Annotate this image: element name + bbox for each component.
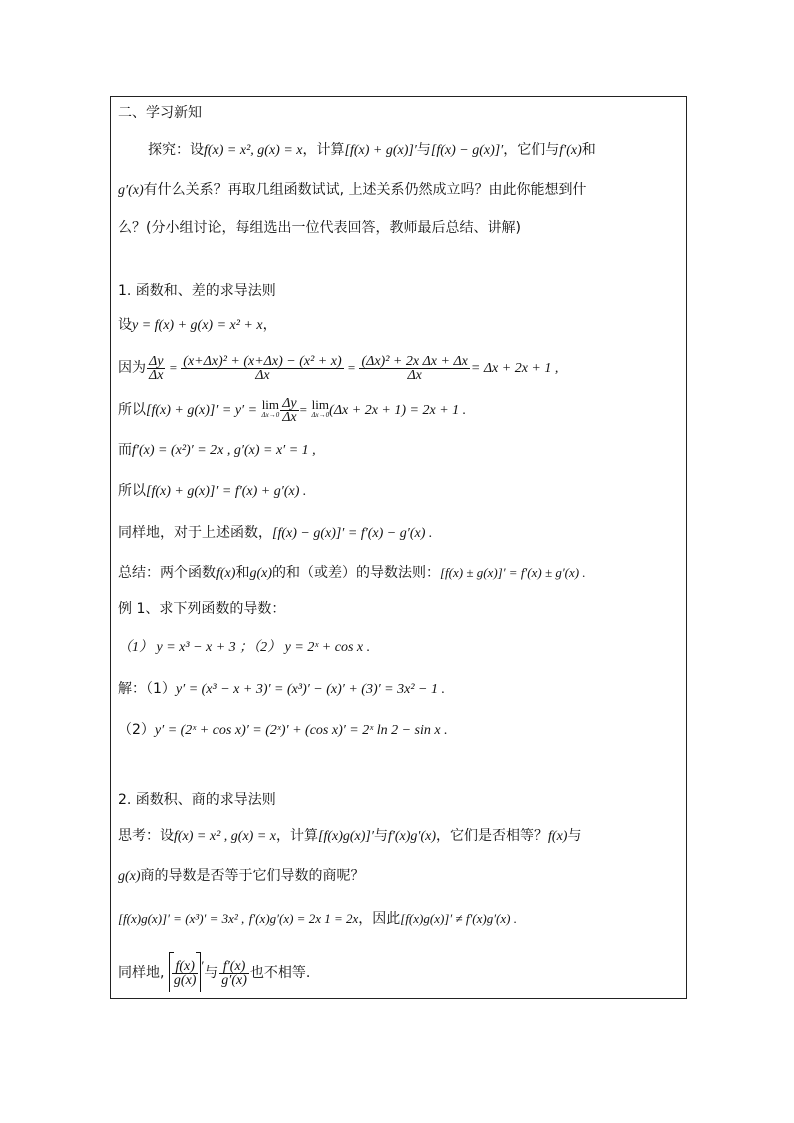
part2-think-line-2: g(x)商的导数是否等于它们导数的商呢？ — [118, 868, 365, 884]
part2-quotient: 同样地, $\frac{f(x)}{g(x)}$ ′与 $\frac{f'(x)}{g'(x)}$ 也不相等. — [118, 952, 686, 992]
part1-because: 因为 $\frac{\Delta y}{\Delta x}$ = $\frac{\text{(x+Δx)² + (x+Δx) − (x² + x)}}{\Delta x}$ = $\frac{\text{(Δx)² + 2x Δx + Δx}}{\Delta x}$ = Δx + 2x + 1 , — [118, 353, 559, 383]
part1-heading: 1. 函数和、差的求导法则 — [118, 283, 276, 299]
part2-calc: [f(x)g(x)]′ = (x³)′ = 3x² , f′(x)g′(x) = 2x 1 = 2x，因此[f(x)g(x)]′ ≠ f′(x)g′(x) . — [118, 911, 517, 927]
frac-dy-dx: $\frac{\Delta y}{\Delta x}$ — [149, 353, 164, 383]
part1-set: 设y = f(x) + g(x) = x² + x， — [118, 317, 277, 333]
explore-line-1: 探究：设f(x) = x², g(x) = x，计算[f(x) + g(x)]′与[f(x) − g(x)]′，它们与f′(x)和 — [148, 142, 596, 158]
limit-symbol-2: lim Δx→0 — [311, 397, 330, 419]
frac-simplified: $\frac{\text{(Δx)² + 2x Δx + Δx}}{\Delta x}$ — [361, 353, 468, 383]
section-title: 二、学习新知 — [118, 105, 202, 121]
part2-heading: 2. 函数积、商的求导法则 — [118, 792, 276, 808]
part1-and: 而f′(x) = (x²)′ = 2x , g′(x) = x′ = 1 , — [118, 442, 316, 458]
explore-line-3: 么？(分小组讨论，每组选出一位代表回答，教师最后总结、讲解) — [118, 220, 521, 236]
example-items: （1） y = x³ − x + 3 ；（2） y = 2ˣ + cos x . — [118, 640, 371, 655]
part1-same: 同样地，对于上述函数，[f(x) − g(x)]′ = f′(x) − g′(x) . — [118, 525, 433, 541]
explore-line-2: g′(x)有什么关系？再取几组函数试试, 上述关系仍然成立吗？由此你能想到什 — [118, 182, 587, 198]
part1-summary: 总结：两个函数f(x)和g(x)的和（或差）的导数法则：[f(x) ± g(x)]′ = f′(x) ± g′(x) . — [118, 565, 586, 581]
solution-2: （2）y′ = (2ˣ + cos x)′ = (2ˣ)′ + (cos x)′ = 2ˣ ln 2 − sin x . — [118, 722, 448, 738]
example-title: 例 1、求下列函数的导数： — [118, 601, 286, 617]
part1-so2: 所以[f(x) + g(x)]′ = f′(x) + g′(x) . — [118, 483, 307, 499]
frac-expanded: $\frac{\text{(x+Δx)² + (x+Δx) − (x² + x)}}{\Delta x}$ — [183, 353, 342, 383]
frac-dy-dx-2: $\frac{\Delta y}{\Delta x}$ — [282, 395, 297, 425]
frac-derivative-quotient: $\frac{f'(x)}{g'(x)}$ — [221, 958, 247, 988]
bracket-quotient: $\frac{f(x)}{g(x)}$ — [169, 952, 202, 992]
limit-symbol: lim Δx→0 — [261, 397, 280, 419]
part1-so1: 所以[f(x) + g(x)]′ = y′ = lim Δx→0 $\frac{\Delta y}{\Delta x}$ = lim Δx→0 (Δx + 2x + 1) = 2x + 1 . — [118, 395, 467, 425]
solution-1: 解：（1）y′ = (x³ − x + 3)′ = (x³)′ − (x)′ + (3)′ = 3x² − 1 . — [118, 681, 445, 697]
part2-think: 思考：设f(x) = x² , g(x) = x，计算[f(x)g(x)]′与f′(x)g′(x)，它们是否相等？f(x)与 — [118, 828, 582, 844]
